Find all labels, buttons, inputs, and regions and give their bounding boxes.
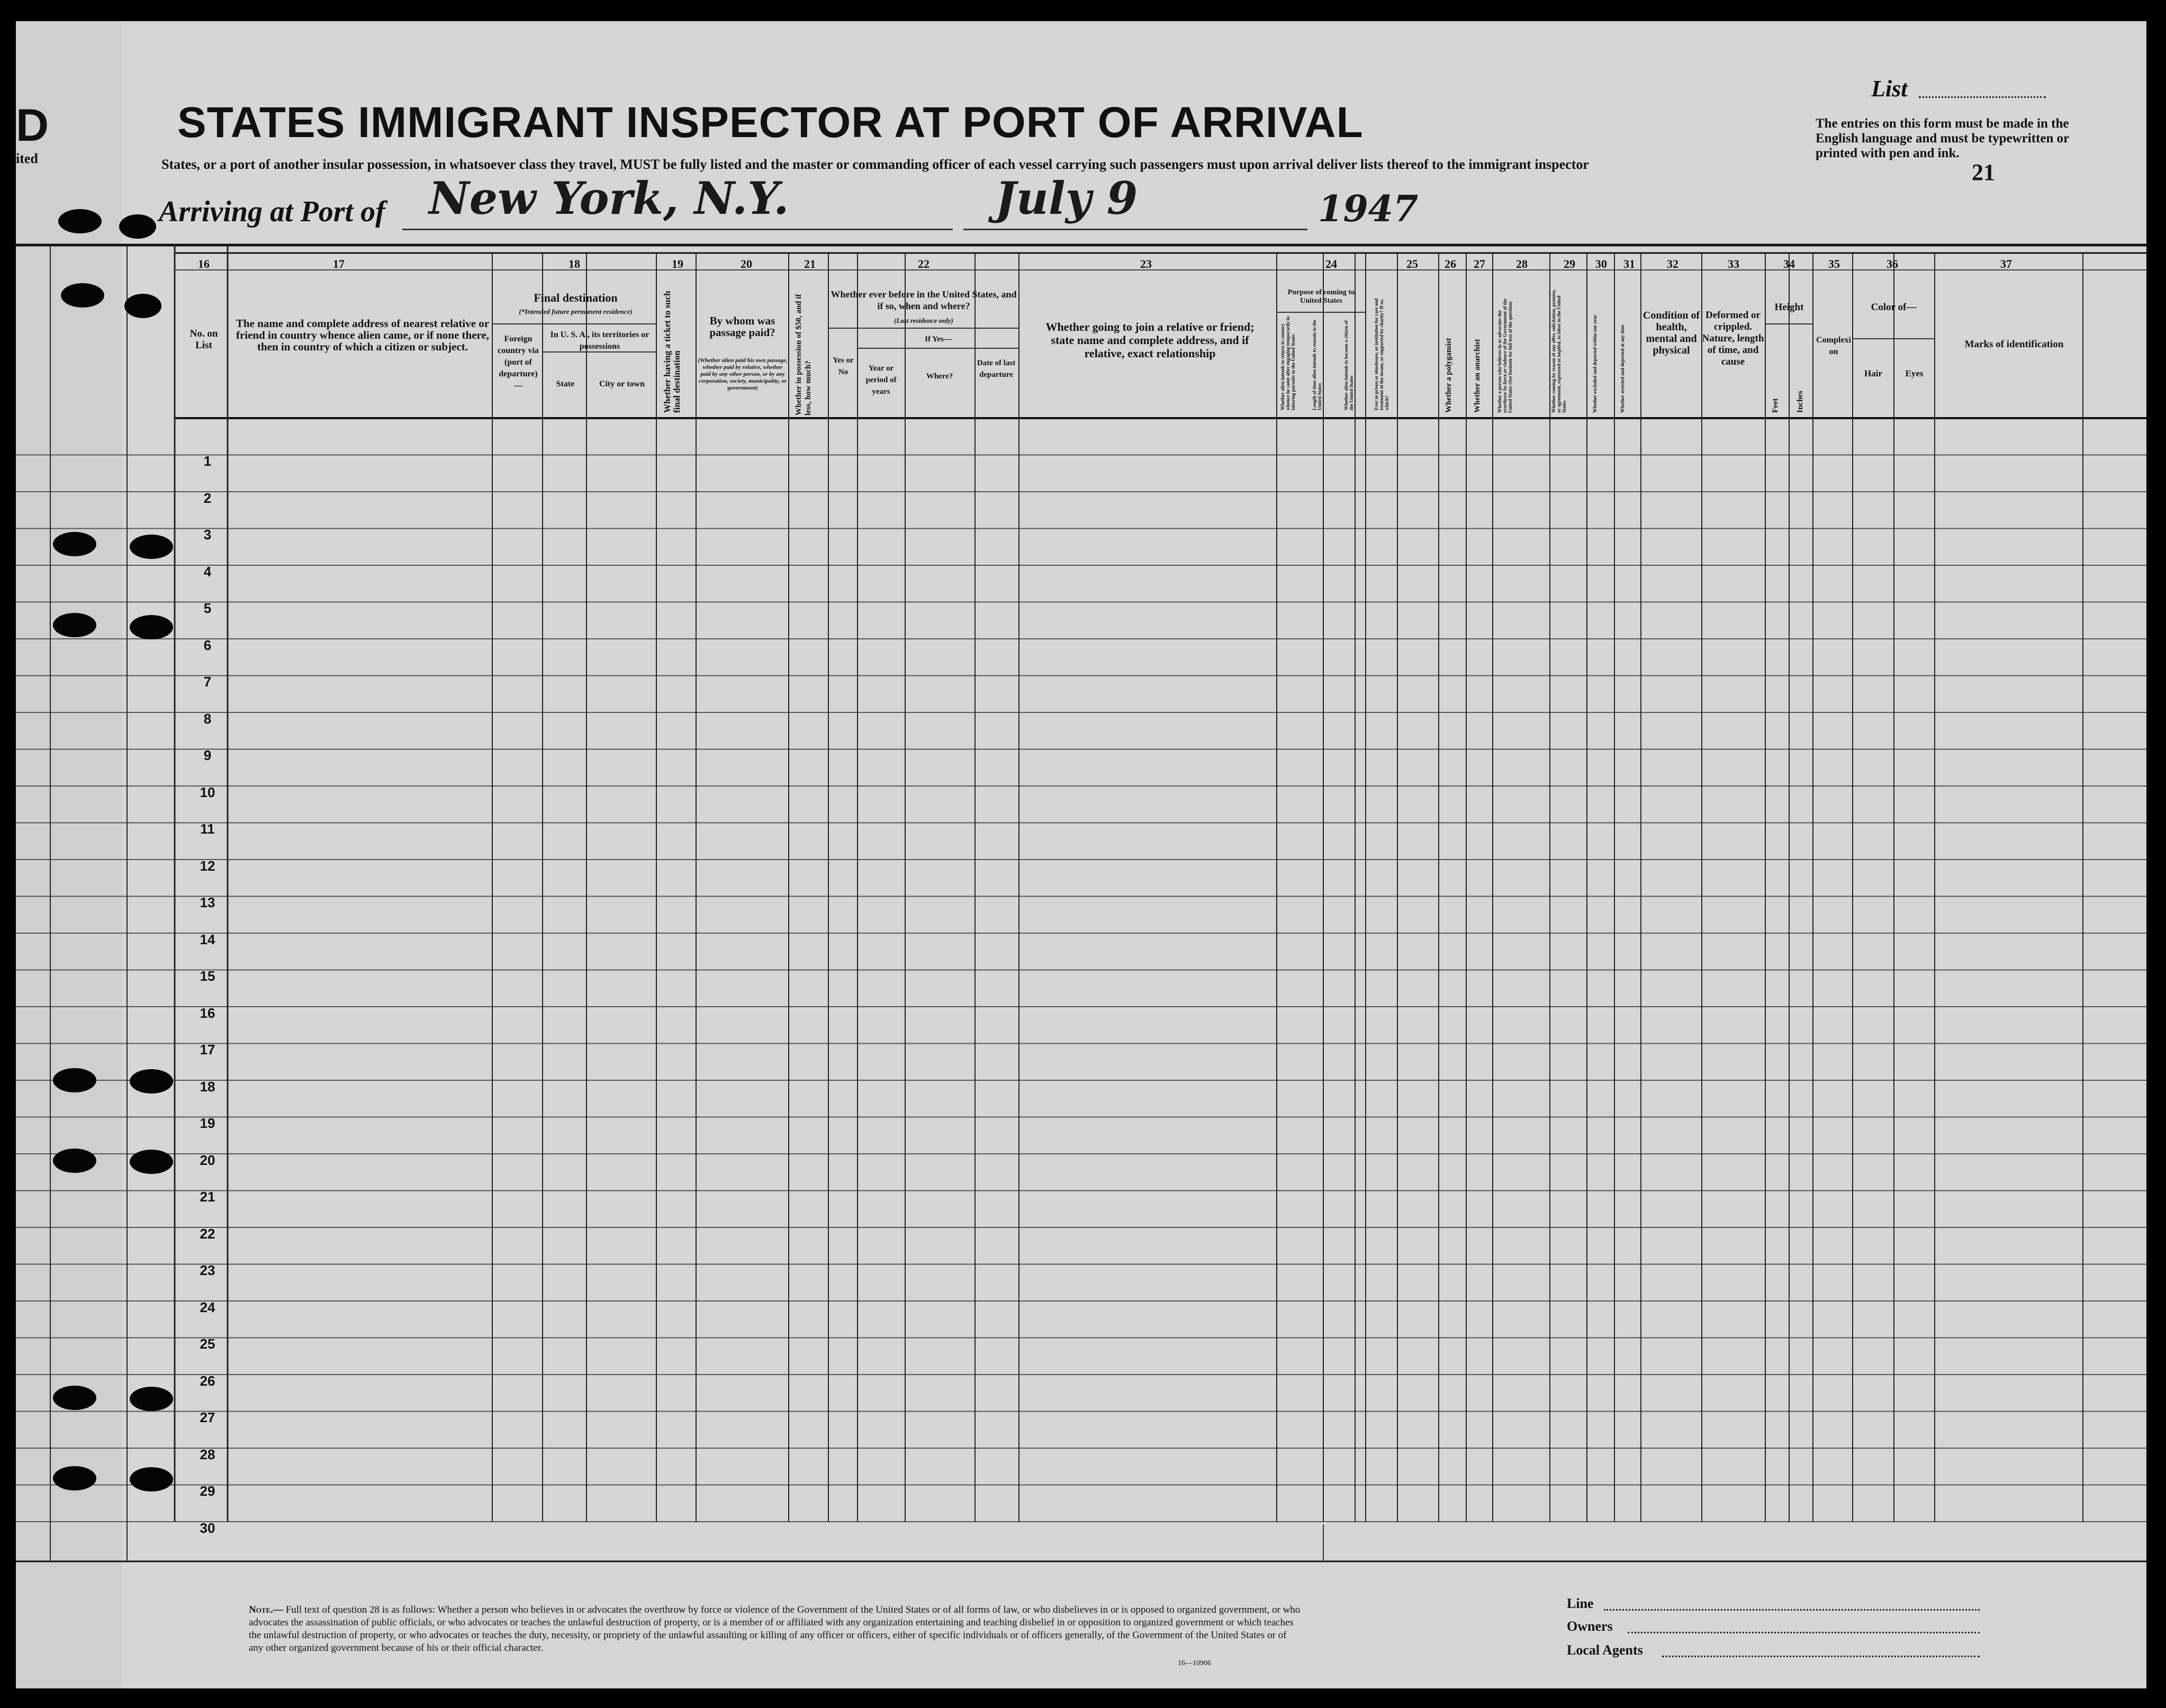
row-number: 15 — [200, 968, 215, 984]
header-ever-before-us: Whether ever before in the United States, and if so, when and where? — [831, 289, 1017, 311]
row-number: 21 — [200, 1189, 215, 1205]
col-num-34: 34 — [1783, 257, 1795, 270]
header-polygamist: Whether a polygamist — [1445, 338, 1453, 413]
punch-hole — [53, 613, 96, 637]
row-number: 8 — [203, 710, 212, 727]
form-title: STATES IMMIGRANT INSPECTOR AT PORT OF ARRIVAL — [177, 98, 1364, 147]
row-number: 29 — [200, 1483, 215, 1499]
header-deformed: Deformed or crippled. Nature, length of time, and cause — [1702, 310, 1764, 367]
punch-hole — [58, 209, 102, 233]
header-where: Where? — [926, 372, 953, 381]
owners-label: Owners — [1567, 1619, 1613, 1634]
row-number: 1 — [203, 453, 212, 469]
header-no-on-list: No. on List — [189, 328, 218, 351]
punch-hole — [53, 1466, 96, 1490]
col-num-29: 29 — [1564, 257, 1575, 270]
row-number: 7 — [203, 674, 212, 690]
row-number: 12 — [200, 857, 215, 874]
footnote-label: Note.— — [249, 1604, 283, 1615]
form-instructions: The entries on this form must be made in the English language and must be typewritten or printed with pen and ink. — [1816, 116, 2069, 160]
form-subtitle: States, or a port of another insular possession, in whatsoever class they travel, MUST be fully listed and the master or commanding officer of each vessel carrying such passengers must upon arrival deliver lists thereof to the immigrant inspector — [161, 157, 1589, 172]
arriving-label: Arriving at Port of — [159, 195, 385, 228]
row-number: 19 — [200, 1115, 215, 1131]
owners-field[interactable] — [1628, 1632, 1980, 1633]
row-number: 9 — [203, 747, 212, 763]
row-number: 27 — [200, 1409, 215, 1425]
header-possession-50: Whether in possession of $50, and if less, how much? — [795, 294, 813, 415]
col-num-36: 36 — [1887, 257, 1898, 270]
punch-hole — [130, 535, 173, 559]
punch-hole — [53, 1068, 96, 1092]
row-number: 26 — [200, 1372, 215, 1389]
header-feet: Feet — [1771, 398, 1780, 413]
header-nearest-relative: The name and complete address of nearest relative or friend in country whence alien came, or if none there, then in country of which a citizen or subject. — [236, 317, 490, 353]
header-anarchist: Whether an anarchist — [1473, 339, 1482, 413]
row-number: 6 — [203, 637, 212, 653]
row-number: 20 — [200, 1152, 215, 1168]
header-join-relative: Whether going to join a relative or friend; state name and complete address, and if relative, exact relationship — [1045, 320, 1255, 360]
col-num-18: 18 — [568, 257, 580, 270]
punch-hole — [124, 294, 161, 318]
header-date-last-departure: Date of last departure — [977, 359, 1016, 379]
col-num-24: 24 — [1325, 257, 1337, 270]
header-hair: Hair — [1864, 368, 1882, 378]
header-purpose-return: Whether alien intends to return to country whence he came after engaging temporarily in laboring pursuits in the United States — [1280, 316, 1296, 410]
header-city-or-town: City or town — [599, 379, 645, 388]
header-ticket: Whether having a ticket to such final destination — [662, 291, 682, 413]
col-num-20: 20 — [741, 257, 752, 270]
list-label: List — [1871, 76, 1908, 102]
footnote — [249, 1604, 1302, 1655]
header-purpose-citizen: Whether alien intends to become a citizen of the United States — [1343, 320, 1354, 410]
header-color-of: Color of— — [1871, 302, 1917, 313]
punch-hole — [130, 1467, 173, 1492]
row-number: 11 — [200, 821, 215, 837]
col-num-31: 31 — [1623, 257, 1635, 270]
col-num-30: 30 — [1595, 257, 1607, 270]
punch-hole — [130, 1069, 173, 1094]
row-number: 10 — [200, 784, 215, 800]
row-number: 24 — [200, 1299, 215, 1315]
list-number: 21 — [1972, 159, 1995, 185]
header-height: Height — [1774, 302, 1804, 313]
col-num-16: 16 — [198, 257, 210, 270]
header-in-usa: In U. S. A., its territories or possessions — [550, 330, 649, 351]
header-arrested-deported: Whether arrested and deported at any time — [1620, 324, 1625, 413]
col-num-25: 25 — [1406, 257, 1418, 270]
punch-hole — [61, 283, 104, 308]
local-agents-field[interactable] — [1662, 1656, 1980, 1657]
row-number: 13 — [200, 894, 215, 910]
row-number: 14 — [200, 931, 215, 947]
header-excluded-deported: Whether excluded and deported within one year — [1592, 314, 1598, 413]
header-yes-or-no: Yes or No — [833, 356, 854, 376]
col-num-37: 37 — [2000, 257, 2012, 270]
line-field[interactable] — [1604, 1609, 1980, 1611]
partial-title: D — [16, 100, 49, 151]
header-year-period: Year or period of years — [865, 364, 897, 396]
line-label: Line — [1567, 1596, 1594, 1611]
row-number: 17 — [200, 1042, 215, 1058]
year-value: 1947 — [1318, 188, 1419, 230]
header-foreign-country: Foreign country via (port of departure)— — [498, 335, 539, 390]
header-eyes: Eyes — [1905, 368, 1924, 378]
header-ever-before-sub: (Last residence only) — [894, 317, 953, 324]
col-num-28: 28 — [1516, 257, 1528, 270]
header-passage-paid-sub: (Whether alien paid his own passage, whether paid by relative, whether paid by any other person, or by any corporation, society, municipality, or government) — [698, 357, 788, 391]
header-inches: Inches — [1796, 391, 1804, 413]
header-complexion: Complexion — [1816, 336, 1851, 356]
col-num-17: 17 — [333, 257, 345, 270]
row-number: 4 — [203, 563, 212, 580]
punch-hole — [53, 1386, 96, 1410]
col-num-35: 35 — [1828, 257, 1840, 270]
header-overthrow: Whether a person who believes in or advocates the overthrow by force or violence of the Government of the United States (See footnote for full text of the question) — [1497, 299, 1513, 413]
row-number: 25 — [200, 1336, 215, 1352]
row-number: 5 — [203, 600, 212, 616]
row-number: 30 — [200, 1520, 215, 1536]
punch-hole — [53, 532, 96, 556]
row-number: 18 — [200, 1078, 215, 1095]
header-purpose-length: Length of time alien intends to remain in the United States — [1312, 320, 1322, 410]
local-agents-label: Local Agents — [1567, 1642, 1643, 1658]
header-passage-paid: By whom was passage paid? — [709, 314, 775, 339]
port-value: New York, N.Y. — [429, 172, 789, 224]
col-num-26: 26 — [1445, 257, 1456, 270]
punch-hole — [119, 214, 156, 239]
row-number: 16 — [200, 1005, 215, 1021]
row-number: 2 — [203, 490, 212, 506]
header-offer-labor: Whether coming by reason of any offer, solicitation, promise, or agreement, expressed or implied, to labor in the United States — [1551, 289, 1567, 413]
row-number: 3 — [203, 527, 212, 543]
punch-hole — [130, 615, 173, 639]
header-marks-identification: Marks of identification — [1964, 339, 2064, 350]
header-condition-health: Condition of health, mental and physical — [1642, 310, 1700, 356]
date-value: July 9 — [995, 172, 1138, 224]
row-number: 22 — [200, 1225, 215, 1242]
form-code: 16—10906 — [1178, 1659, 1211, 1667]
col-num-33: 33 — [1728, 257, 1739, 270]
header-prison: Ever in prison or almshouse, or institution for care and treatment of the insane, or supported by charity? If so, which? — [1374, 298, 1389, 410]
header-if-yes: If Yes— — [925, 335, 952, 344]
col-num-19: 19 — [672, 257, 683, 270]
col-num-21: 21 — [804, 257, 816, 270]
row-number: 28 — [200, 1446, 215, 1462]
punch-hole — [130, 1387, 173, 1411]
row-number: 23 — [200, 1262, 215, 1278]
punch-hole — [53, 1149, 96, 1173]
col-num-23: 23 — [1140, 257, 1152, 270]
partial-subtitle: ited — [16, 151, 38, 166]
header-purpose: Purpose of coming to United States — [1287, 288, 1355, 305]
col-num-27: 27 — [1474, 257, 1485, 270]
col-num-32: 32 — [1667, 257, 1678, 270]
footnote-text: Full text of question 28 is as follows: Whether a person who believes in or advocates the overthrow by force or violence of the Government of the United States or of all forms of law, or who disbelieves in or is opposed to organized government, or who advocates the assassination of public officials, or who advocates or teaches the unlawful destruction of property, or is a member of or affiliated with any organization entertaining and teaching disbelief in or opposition to organized government or which teaches the unlawful destruction of property, or who advocates or teaches the duty, necessity, or propriety of the unlawful assaulting or killing of any officer or officers, either of specific individuals or of officers generally, of the Government of the United States or of any other organized government because of his or their official character. — [249, 1604, 1301, 1653]
punch-hole — [130, 1150, 173, 1174]
col-num-22: 22 — [918, 257, 929, 270]
header-final-destination-sub: (*Intended future permanent residence) — [519, 308, 633, 315]
header-final-destination: Final destination — [534, 291, 618, 304]
header-state: State — [556, 379, 575, 388]
